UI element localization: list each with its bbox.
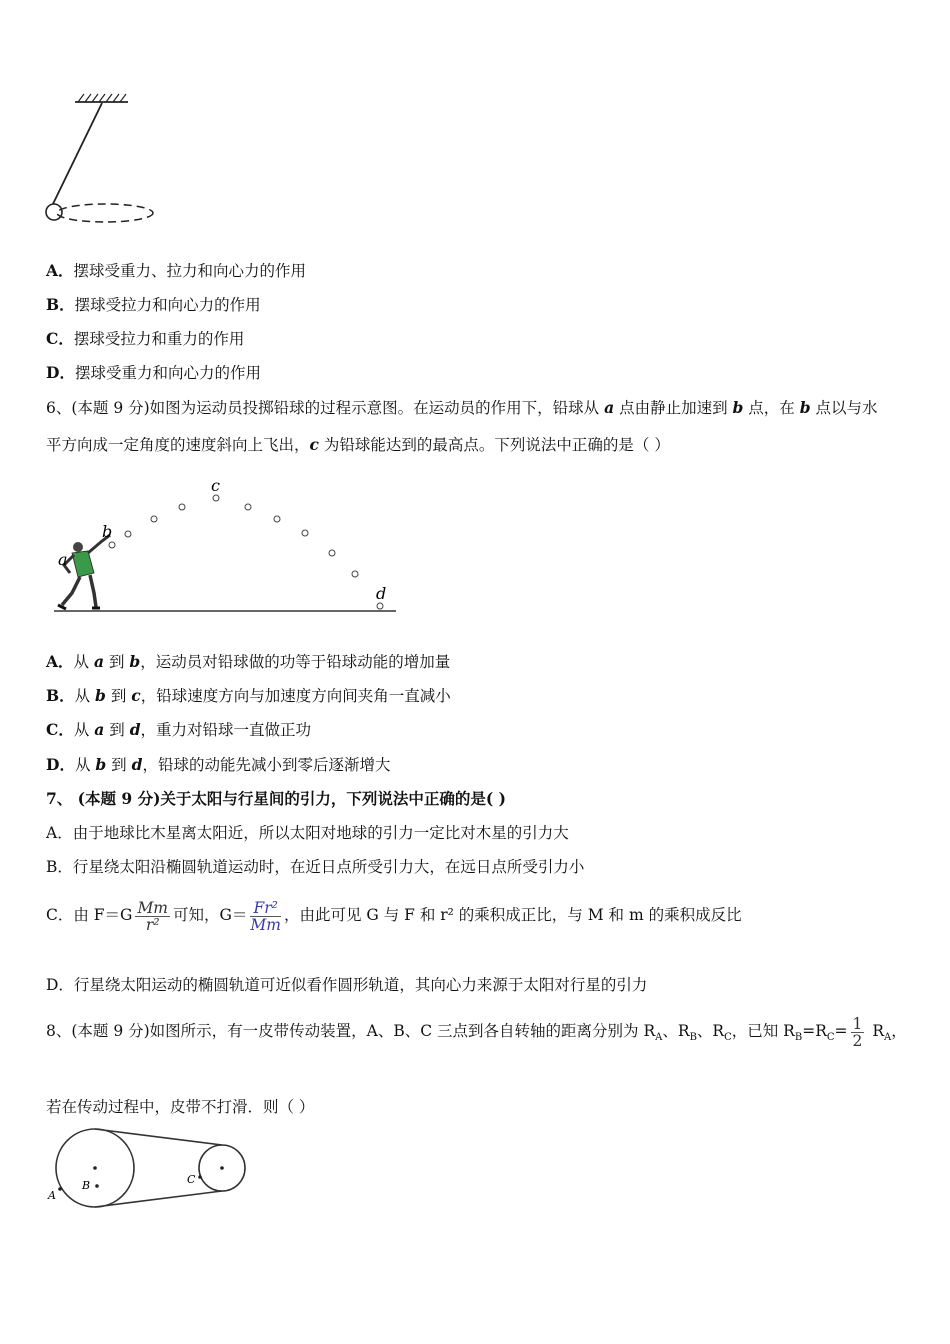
trajectory-point	[125, 531, 131, 537]
q6-option-d[interactable]: D．从 b 到 d，铅球的动能先减小到零后逐渐增大	[46, 755, 391, 774]
belt-drive-figure	[44, 1125, 254, 1215]
trajectory-point	[213, 495, 219, 501]
q5-option-c[interactable]: C．摆球受拉力和重力的作用	[46, 329, 245, 348]
trajectory-point	[302, 530, 308, 536]
trajectory-point	[377, 603, 383, 609]
q7-stem: 7、 (本题 9 分)关于太阳与行星间的引力，下列说法中正确的是( )	[46, 789, 506, 808]
trajectory-point	[352, 571, 358, 577]
label-A: A	[48, 1189, 56, 1202]
trajectory-point	[245, 504, 251, 510]
label-B: B	[82, 1179, 91, 1192]
conical-pendulum-figure	[40, 92, 170, 232]
label-b: b	[102, 522, 113, 541]
q7-option-b[interactable]: B．行星绕太阳沿椭圆轨道运动时，在近日点所受引力大，在远日点所受引力小	[46, 858, 585, 876]
q8-stem-line1: 8、(本题 9 分)如图所示，有一皮带传动装置，A、B、C 三点到各自转轴的距离分别为 $R_A$、$R_B$、$R_C$，已知 $R_B=R_C=$ $\frac{1}{2}$ $R_A$，	[46, 1014, 907, 1050]
point-b	[95, 1184, 99, 1188]
q6-option-a[interactable]: A．从 a 到 b，运动员对铅球做的功等于铅球动能的增加量	[46, 652, 451, 671]
label-a: a	[58, 550, 68, 569]
fraction-one-half: $\frac{1}{2}$	[852, 1014, 863, 1050]
trajectory-point	[109, 542, 115, 548]
label-d: d	[376, 584, 387, 603]
q6-option-c[interactable]: C．从 a 到 d，重力对铅球一直做正功	[46, 720, 312, 739]
trajectory-point	[329, 550, 335, 556]
belt-bottom	[95, 1191, 222, 1207]
q6-stem-line1: 6、(本题 9 分)如图为运动员投掷铅球的过程示意图。在运动员的作用下，铅球从 a 点由静止加速到 b 点，在 b 点以与水	[46, 398, 878, 417]
belt-top	[95, 1129, 222, 1145]
trajectory-point	[274, 516, 280, 522]
point-c	[198, 1175, 202, 1179]
q6-option-b[interactable]: B．从 b 到 c，铅球速度方向与加速度方向间夹角一直减小	[46, 686, 451, 705]
label-c: c	[211, 476, 220, 495]
q7-option-c[interactable]: C．由 F＝G $\frac{Mm}{\text{r²}}$ 可知，G＝ $\frac{\text{Fr²}}{Mm}$ ，由此可见 G 与 F 和 r² 的乘积成正比，与 M 和 m 的乘积成反比	[46, 898, 742, 934]
trajectory-point	[151, 516, 157, 522]
q6-stem-line2: 平方向成一定角度的速度斜向上飞出，c 为铅球能达到的最高点。下列说法中正确的是（ ）	[46, 435, 670, 454]
q5-option-b[interactable]: B．摆球受拉力和向心力的作用	[46, 295, 261, 314]
q7-option-d[interactable]: D．行星绕太阳运动的椭圆轨道可近似看作圆形轨道，其向心力来源于太阳对行星的引力	[46, 976, 648, 994]
label-C: C	[187, 1173, 196, 1186]
q5-option-d[interactable]: D．摆球受重力和向心力的作用	[46, 363, 261, 382]
point-a	[58, 1187, 62, 1191]
fraction-mm-over-r2: $\frac{Mm}{\text{r²}}$	[137, 898, 169, 934]
q7-option-a[interactable]: A．由于地球比木星离太阳近，所以太阳对地球的引力一定比对木星的引力大	[46, 824, 569, 842]
q8-stem-line2: 若在传动过程中，皮带不打滑．则（ ）	[46, 1098, 315, 1116]
athlete-figure	[58, 535, 110, 609]
fraction-fr2-over-mm: $\frac{\text{Fr²}}{Mm}$	[250, 898, 281, 934]
trajectory-point	[179, 504, 185, 510]
shot-put-figure	[50, 475, 405, 620]
q5-option-a[interactable]: A．摆球受重力、拉力和向心力的作用	[46, 261, 307, 280]
